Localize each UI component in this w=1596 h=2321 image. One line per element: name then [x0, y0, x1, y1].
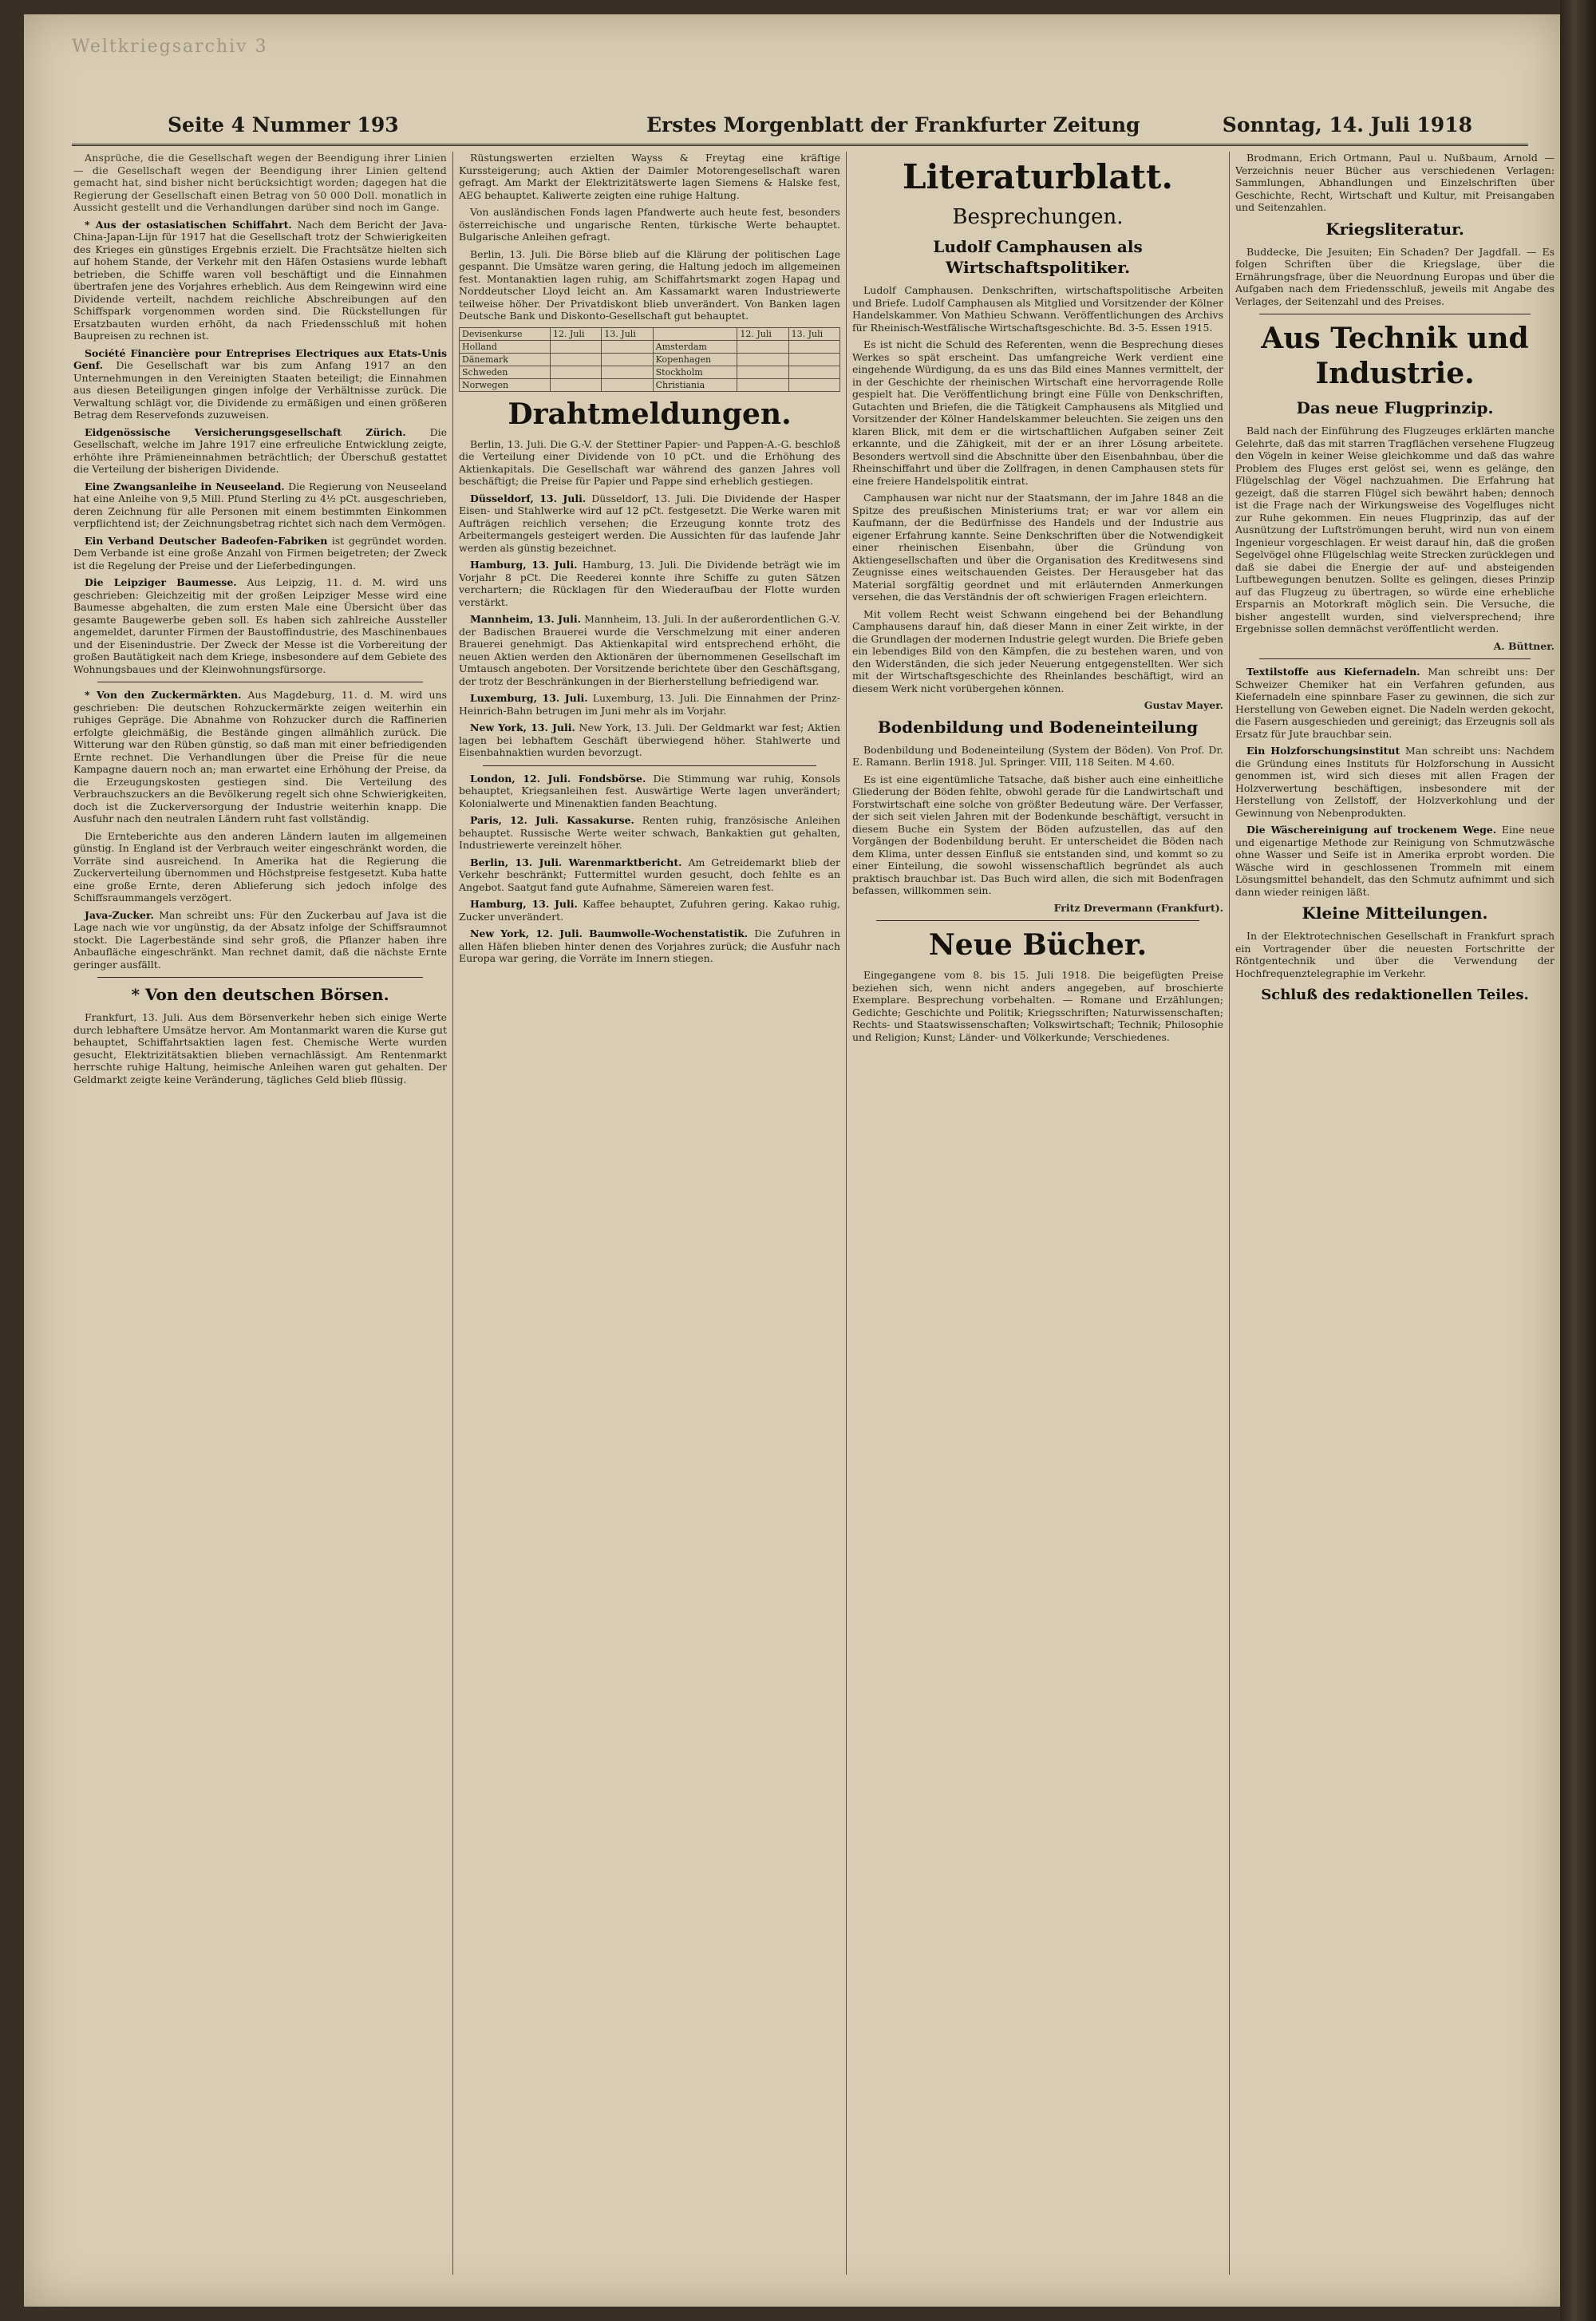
article-paragraph: * Von den Zuckermärkten. Aus Magdeburg, 11. d. M. wird uns geschrieben: Die deutschen Rohzuckermärkte zeigen weiterhin ein ruhiges Gepräge. Die Abnahme von Rohzucker durch die Raffinerien erfolgte gleichmäßig, die Bestände gingen allmählich zurück. Die Witterung war den Rüben günstig, so daß man mit einer befriedigenden Ernte rechnet. Die Verhandlungen über die Preise für die neue Kampagne dauern noch an; man erwartet eine Erhöhung der Preise, da die Erzeugungskosten gestiegen sind. Die Verteilung des Verbrauchszuckers an die Bevölkerung regelt sich ohne Schwierigkeiten, doch ist die Zuckerversorgung der Industrie weiterhin knapp. Die Ausfuhr nach den neutralen Ländern ruht fast vollständig. [73, 689, 447, 824]
table-cell: Stockholm [653, 366, 737, 378]
article-paragraph: Es ist nicht die Schuld des Referenten, wenn die Besprechung dieses Werkes so spät erscheint. Das umfangreiche Werk verdient eine eingehende Würdigung, da es uns das Bild eines Mannes vermittelt, der in der Geschichte der rheinischen Wirtschaft eine hervorragende Rolle gespielt hat. Die Veröffentlichung bringt eine Fülle von Denkschriften, Gutachten und Briefen, die die Tätigkeit Camphausens als Mitglied und Vorsitzender der Kölner Handelskammer beleuchten. Sie zeigen uns den klaren Blick, mit dem er die wirtschaftlichen Aufgaben seiner Zeit erkannte, und die Zähigkeit, mit der er an ihrer Lösung arbeitete. Besonders wertvoll sind die Abschnitte über den Eisenbahnbau, über die Rheinschiffahrt und über die Zollfragen, in denen Camphausen stets für eine freiere Handelspolitik eintrat. [852, 338, 1223, 487]
article-heading: New York, 13. Juli. [470, 722, 575, 733]
article-heading: Luxemburg, 13. Juli. [470, 692, 588, 704]
review-signature: Gustav Mayer. [1144, 699, 1223, 711]
table-cell [788, 366, 839, 378]
book-citation: Ludolf Camphausen. Denkschriften, wirtschaftspolitische Arbeiten und Briefe. Ludolf Camphausen als Mitglied und Vorsitzender der Kölner Handelskammer. Von Mathieu Schwann. Veröffentlichungen des Archivs für Rheinisch-Westfälische Wirtschaftsgeschichte. Bd. 3-5. Essen 1915. [852, 284, 1223, 334]
section-divider [1259, 658, 1531, 659]
section-heading: Kleine Mitteilungen. [1302, 903, 1488, 923]
article-paragraph: Bald nach der Einführung des Flugzeuges erklärten manche Gelehrte, daß das mit starren Tragflächen versehene Flugzeug den Vögeln in keiner Weise gleichkomme und daß das wahre Problem des Fluges erst gelöst sei, wenn es gelänge, den Flügelschlag der Vögel nachzuahmen. Die Erfahrung hat gezeigt, daß die starren Flügel sich bewährt haben; dennoch ist die Frage nach der Wirkungsweise des Vogelfluges nicht zur Ruhe gekommen. Ein neues Flugprinzip, das auf der Ausnützung der Luftströmungen beruht, wird nun von einem Ingenieur vorgeschlagen. Er weist darauf hin, daß die großen Segelvögel ohne Flügelschlag weite Strecken zurücklegen und daß sie dabei die Energie der auf- und absteigenden Luftbewegungen benutzen. Sollte es gelingen, dieses Prinzip auf das Flugzeug zu übertragen, so würde eine erhebliche Ersparnis an Motorkraft möglich sein. Die Versuche, die bisher angestellt wurden, sind vielversprechend; ihre Ergebnisse sollen demnächst veröffentlicht werden. [1235, 425, 1555, 635]
article-paragraph: Es ist eine eigentümliche Tatsache, daß bisher auch eine einheitliche Gliederung der Böden fehlte, obwohl gerade für die Landwirtschaft und Forstwirtschaft eine solche von größter Bedeutung wäre. Der Verfasser, der sich seit vielen Jahren mit der Bodenkunde beschäftigt, versucht in diesem Buche ein System der Böden aufzustellen, das auf den Vorgängen der Bodenbildung beruht. Er unterscheidet die Böden nach dem Klima, unter dessen Einfluß sie entstanden sind, und kommt so zu einer Einteilung, die sowohl wissenschaftlich begründet als auch praktisch brauchbar ist. Das Buch wird allen, die sich mit Bodenfragen befassen, willkommen sein. [852, 773, 1223, 896]
reviews-subtitle: Besprechungen. [952, 205, 1124, 229]
article-paragraph: Von ausländischen Fonds lagen Pfandwerte auch heute fest, besonders österreichische und ungarische Renten, türkische Werte behauptet. Bulgarische Anleihen gefragt. [459, 206, 840, 243]
table-header-cell [653, 327, 737, 340]
table-header-cell: Devisenkurse [460, 327, 551, 340]
article-paragraph: Java-Zucker. Man schreibt uns: Für den Zuckerbau auf Java ist die Lage nach wie vor ungünstig, da der Absatz infolge der Schiffsraumnot stockt. Die Lagerbestände sind sehr groß, die Pflanzer haben ihre Anbaufläche eingeschränkt. Man rechnet damit, daß die nächste Ernte geringer ausfällt. [73, 908, 447, 971]
article-paragraph: Camphausen war nicht nur der Staatsmann, der im Jahre 1848 an die Spitze des preußischen Ministeriums trat; er war vor allem ein Kaufmann, der die Bedürfnisse des Handels und der Industrie aus eigener Erfahrung kannte. Seine Denkschriften über die Notwendigkeit einer rheinischen Eisenbahn, über die Gründung von Aktiengesellschaften und über die Organisation des Kreditwesens sind Zeugnisse eines weitschauenden Geistes. Der Herausgeber hat das Material sorgfältig geordnet und mit erläuternden Anmerkungen versehen, die das Verständnis der oft schwierigen Fragen erleichtern. [852, 492, 1223, 603]
table-row [460, 353, 840, 366]
article-paragraph: Textilstoffe aus Kiefernadeln. Man schreibt uns: Der Schweizer Chemiker hat ein Verfahren gefunden, aus Kiefernadeln eine spinnbare Faser zu gewinnen, die sich zur Herstellung von Geweben eignet. Die Nadeln werden gekocht, die Fasern ausgeschieden und gereinigt; das Erzeugnis soll als Ersatz für Jute brauchbar sein. [1235, 666, 1555, 740]
section-divider [483, 765, 816, 766]
article-heading: Ludolf Camphausen als Wirtschaftspolitiker. [933, 237, 1143, 277]
article-heading: Java-Zucker. [85, 908, 154, 921]
article-paragraph: Hamburg, 13. Juli. Hamburg, 13. Juli. Die Dividende beträgt wie im Vorjahr 8 pCt. Die Reederei konnte ihre Schiffe zu guten Sätzen verchartern; die Rücklagen für den Wiederaufbau der Flotte wurden verstärkt. [459, 559, 840, 608]
article-heading: Eine Zwangsanleihe in Neuseeland. [85, 480, 285, 492]
table-cell [737, 366, 788, 378]
article-heading: Die Leipziger Baumesse. [85, 576, 237, 588]
table-cell [788, 353, 839, 366]
table-cell [551, 366, 602, 378]
article-paragraph: * Aus der ostasiatischen Schiffahrt. Nach dem Bericht der Java-China-Japan-Lijn für 1917 hat die Gesellschaft trotz der Schwierigkeiten des Krieges ein günstiges Ergebnis erzielt. Die Frachtsätze hielten sich auf hohem Stande, der Verkehr mit den Häfen Ostasiens wurde lebhaft betrieben, die Schiffe waren voll beschäftigt und die Einnahmen übertrafen jene des Vorjahres erheblich. Aus dem Reingewinn wird eine Dividende verteilt, nachdem reichliche Abschreibungen auf den Schiffspark vorgenommen worden sind. Die Rückstellungen für Ersatzbauten wurden erhöht, da nach Friedensschluß mit hohen Baupreisen zu rechnen ist. [73, 218, 447, 342]
table-header-cell: 12. Juli [737, 327, 788, 340]
column-rule [452, 152, 453, 2275]
article-paragraph: Berlin, 13. Juli. Die G.-V. der Stettiner Papier- und Pappen-A.-G. beschloß die Verteilung einer Dividende von 10 pCt. und die Erhöhung des Aktienkapitals. Die Gesellschaft war während des ganzen Jahres voll beschäftigt; die Preise für Papier und Pappe sind erheblich gestiegen. [459, 437, 840, 487]
article-signature: A. Büttner. [1493, 639, 1555, 652]
article-paragraph: Ansprüche, die die Gesellschaft wegen der Beendigung ihrer Linien — die Gesellschaft wegen der Beendigung ihrer Linien geltend gemacht hat, sind bisher nicht berücksichtigt worden; dagegen hat die Regierung der Gesellschaft einen Betrag von 50 000 Doll. monatlich in Aussicht gestellt und die Verhandlungen darüber sind noch im Gange. [73, 152, 447, 213]
article-heading: Paris, 12. Juli. Kassakurse. [470, 814, 634, 826]
article-paragraph: Luxemburg, 13. Juli. Luxemburg, 13. Juli. Die Einnahmen der Prinz-Heinrich-Bahn betrugen im Juni mehr als im Vorjahr. [459, 692, 840, 717]
table-cell: Norwegen [460, 378, 551, 391]
column-markets [459, 152, 840, 2283]
section-heading: Aus Technik und Industrie. [1261, 322, 1529, 390]
table-cell [602, 353, 653, 366]
table-cell [602, 378, 653, 391]
article-paragraph: New York, 12. Juli. Baumwolle-Wochenstatistik. Die Zufuhren in allen Häfen blieben hinter denen des Vorjahres zurück; die Ausfuhr nach Europa war gering, die Vorräte im Innern stiegen. [459, 927, 840, 964]
article-heading: Ein Holzforschungsinstitut [1246, 745, 1400, 757]
column-economy [73, 152, 447, 2283]
table-cell [737, 353, 788, 366]
article-paragraph: Paris, 12. Juli. Kassakurse. Renten ruhig, französische Anleihen behauptet. Russische Werte weiter schwach, Bankaktien gut gehalten, Industriewerte vereinzelt höher. [459, 814, 840, 851]
article-heading: Ein Verband Deutscher Badeofen-Fabriken [85, 534, 328, 547]
exchange-rates-table [459, 327, 840, 392]
article-heading: Berlin, 13. Juli. Warenmarktbericht. [470, 856, 682, 868]
section-heading: Drahtmeldungen. [508, 397, 792, 431]
article-heading: Hamburg, 13. Juli. [470, 898, 578, 910]
literature-title: Literaturblatt. [903, 157, 1173, 196]
newspaper-page [24, 14, 1560, 2307]
book-citation: Bodenbildung und Bodeneinteilung (System der Böden). Von Prof. Dr. E. Ramann. Berlin 1918. Jul. Springer. VIII, 118 Seiten. M 4.60. [852, 743, 1223, 768]
table-cell: Kopenhagen [653, 353, 737, 366]
article-paragraph: Société Financière pour Entreprises Electriques aux Etats-Unis Genf. Die Gesellschaft war bis zum Anfang 1917 an den Unternehmungen in den Vereinigten Staaten beteiligt; die Einnahmen aus diesen Beteiligungen gingen infolge der Verhältnisse zurück. Die Verwaltung schlägt vor, die Dividende zu ermäßigen und einen größeren Betrag dem Reservefonds zuzuweisen. [73, 346, 447, 421]
table-header-cell: 12. Juli [551, 327, 602, 340]
article-heading: Eidgenössische Versicherungsgesellschaft Zürich. [85, 425, 406, 438]
review-signature: Fritz Drevermann (Frankfurt). [1053, 901, 1223, 914]
table-cell [737, 378, 788, 391]
table-cell [602, 340, 653, 353]
section-divider [876, 920, 1199, 921]
binding-edge [1560, 0, 1596, 2321]
article-paragraph: Die Leipziger Baumesse. Aus Leipzig, 11. d. M. wird uns geschrieben: Gleichzeitig mit der großen Leipziger Messe wird eine Baumesse abgehalten, die zum ersten Male eine Übersicht über das gesamte Baugewerbe geben soll. Es haben sich zahlreiche Aussteller angemeldet, darunter Firmen der Baustoffindustrie, des Maschinenbaues und der Eisenindustrie. Der Zweck der Messe ist die Vorbereitung der großen Bautätigkeit nach dem Kriege, insbesondere auf dem Gebiete des Wohnungsbaues und der Kleinwohnungsfürsorge. [73, 576, 447, 675]
issue-date: Sonntag, 14. Juli 1918 [1222, 113, 1472, 136]
column-technology [1235, 152, 1555, 2283]
article-heading: * Aus der ostasiatischen Schiffahrt. [85, 218, 292, 231]
table-row [460, 378, 840, 391]
table-row [460, 366, 840, 378]
article-heading: New York, 12. Juli. Baumwolle-Wochenstatistik. [470, 927, 749, 939]
article-heading: Mannheim, 13. Juli. [470, 613, 582, 625]
table-cell: Dänemark [460, 353, 551, 366]
article-paragraph: Rüstungswerten erzielten Wayss & Freytag eine kräftige Kurssteigerung; auch Aktien der Daimler Motorengesellschaft waren gefragt. Am Markt der Elektrizitätswerte lagen Siemens & Halske fest, AEG behauptet. Kaliwerte zeigten eine ruhige Haltung. [459, 152, 840, 201]
table-header-cell: 13. Juli [788, 327, 839, 340]
article-heading: Bodenbildung und Bodeneinteilung [877, 717, 1199, 737]
table-header-row [460, 327, 840, 340]
article-paragraph: Die Ernteberichte aus den anderen Ländern lauten im allgemeinen günstig. In England ist der Verbrauch weiter eingeschränkt worden, die Vorräte sind ausreichend. In Amerika hat die Regierung die Zuckerverteilung übernommen und Höchstpreise festgesetzt. Kuba hatte eine große Ernte, deren Ablieferung sich jedoch infolge des Schiffsraummangels verzögert. [73, 829, 447, 903]
column-literature [852, 152, 1223, 2283]
article-paragraph: Ein Verband Deutscher Badeofen-Fabriken ist gegründet worden. Dem Verbande ist eine große Anzahl von Firmen beigetreten; der Zweck ist die Regelung der Preise und der Lieferbedingungen. [73, 534, 447, 571]
article-paragraph: In der Elektrotechnischen Gesellschaft in Frankfurt sprach ein Vortragender über die neuesten Fortschritte der Röntgentechnik und über die Verwendung der Hochfrequenztelegraphie im Verkehr. [1235, 930, 1555, 979]
article-paragraph: Eingegangene vom 8. bis 15. Juli 1918. Die beigefügten Preise beziehen sich, wenn nicht anders angegeben, auf broschierte Exemplare. Besprechung vorbehalten. — Romane und Erzählungen; Gedichte; Geschichte und Politik; Kriegsschriften; Naturwissenschaften; Rechts- und Staatswissenschaften; Volkswirtschaft; Technik; Philosophie und Religion; Kunst; Länder- und Völkerkunde; Verschiedenes. [852, 969, 1223, 1043]
article-paragraph: Hamburg, 13. Juli. Kaffee behauptet, Zufuhren gering. Kakao ruhig, Zucker unverändert. [459, 898, 840, 923]
article-heading: Textilstoffe aus Kiefernadeln. [1246, 666, 1420, 678]
table-cell [551, 378, 602, 391]
table-cell [737, 340, 788, 353]
article-paragraph: Buddecke, Die Jesuiten; Ein Schaden? Der Jagdfall. — Es folgen Schriften über die Kriegslage, über die Ernährungsfrage, über die Neuordnung Europas und über die Aufgaben nach dem Friedensschluß, jeweils mit Angabe des Verlages, der Seitenzahl und des Preises. [1235, 245, 1555, 307]
article-paragraph: Eine Zwangsanleihe in Neuseeland. Die Regierung von Neuseeland hat eine Anleihe von 9,5 Mill. Pfund Sterling zu 4½ pCt. ausgeschrieben, deren Zeichnung für alle Personen mit einem bestimmten Einkommen verpflichtend ist; der Zeichnungsbetrag richtet sich nach dem Vermögen. [73, 480, 447, 529]
column-rule [846, 152, 847, 2275]
page-number: Seite 4 Nummer 193 [168, 113, 399, 136]
archive-stamp: Weltkriegsarchiv 3 [72, 37, 268, 57]
editorial-end-note: Schluß des redaktionellen Teiles. [1261, 987, 1529, 1003]
article-paragraph: Mit vollem Recht weist Schwann eingehend bei der Behandlung Camphausens darauf hin, daß dieser Mann in einer Zeit wirkte, in der die Grundlagen der modernen Industrie gelegt wurden. Die Briefe geben ein lebendiges Bild von den Kämpfen, die zu bestehen waren, und von den Widerständen, die sich jeder Neuerung entgegenstellten. Wer sich mit der Wirtschaftsgeschichte des Rheinlandes beschäftigt, wird an diesem Werk nicht vorübergehen können. [852, 607, 1223, 694]
table-cell [551, 340, 602, 353]
table-cell: Holland [460, 340, 551, 353]
section-heading: * Von den deutschen Börsen. [131, 985, 389, 1004]
article-heading: Société Financière pour Entreprises Electriques aux Etats-Unis Genf. [73, 346, 447, 371]
table-cell [602, 366, 653, 378]
article-heading: * Von den Zuckermärkten. [85, 689, 242, 701]
article-paragraph: New York, 13. Juli. New York, 13. Juli. Der Geldmarkt war fest; Aktien lagen bei lebhaftem Geschäft überwiegend höher. Stahlwerte und Eisenbahnaktien wurden bevorzugt. [459, 722, 840, 758]
table-cell [551, 353, 602, 366]
newspaper-title: Erstes Morgenblatt der Frankfurter Zeitung [646, 113, 1140, 136]
article-paragraph: Mannheim, 13. Juli. Mannheim, 13. Juli. In der außerordentlichen G.-V. der Badischen Brauerei wurde die Verschmelzung mit einer anderen Brauerei genehmigt. Das Aktienkapital wird entsprechend erhöht, die neuen Aktien werden den Aktionären der übernommenen Gesellschaft im Umtausch angeboten. Der Vorsitzende berichtete über den Geschäftsgang, der trotz der Beschränkungen in der Bierherstellung befriedigend war. [459, 613, 840, 687]
masthead [72, 109, 1528, 146]
article-heading: Düsseldorf, 13. Juli. [470, 492, 587, 504]
article-paragraph: London, 12. Juli. Fondsbörse. Die Stimmung war ruhig, Konsols behauptet, Kriegsanleihen fest. Auswärtige Werte lagen unverändert; Kolonialwerte und Minenaktien fanden Beachtung. [459, 772, 840, 809]
article-paragraph: Berlin, 13. Juli. Die Börse blieb auf die Klärung der politischen Lage gespannt. Die Umsätze waren gering, die Haltung jedoch im allgemeinen fest. Montanaktien lagen ruhig, am Schiffahrtsmarkt zogen Hapag und Norddeutscher Lloyd leicht an. Am Kassamarkt waren Industriewerte teilweise höher. Der Privatdiskont blieb unverändert. Von Banken lagen Deutsche Bank und Diskonto-Gesellschaft gut behauptet. [459, 247, 840, 322]
article-heading: Das neue Flugprinzip. [1296, 398, 1494, 417]
article-heading: Hamburg, 13. Juli. [470, 559, 578, 571]
article-paragraph: Die Wäschereinigung auf trockenem Wege. Eine neue und eigenartige Methode zur Reinigung von Schmutzwäsche ohne Wasser und Seife ist in Amerika erprobt worden. Die Wäsche wird in geschlossenen Trommeln mit einem Lösungsmittel behandelt, das den Schmutz aufnimmt und sich dann wieder reinigen läßt. [1235, 824, 1555, 898]
article-heading: London, 12. Juli. Fondsbörse. [470, 772, 646, 785]
article-paragraph: Ein Holzforschungsinstitut Man schreibt uns: Nachdem die Gründung eines Instituts für Holzforschung in Aussicht genommen ist, wird sich dieses mit allen Fragen der Holzverwertung beschäftigen, insbesondere mit der Herstellung von Zellstoff, der Holzverkohlung und der Gewinnung von Nebenprodukten. [1235, 745, 1555, 819]
table-header-cell: 13. Juli [602, 327, 653, 340]
article-paragraph: Frankfurt, 13. Juli. Aus dem Börsenverkehr heben sich einige Werte durch lebhaftere Umsätze hervor. Am Montanmarkt waren die Kurse gut behauptet, Schiffahrtsaktien lagen fest. Chemische Werte wurden gesucht, Elektrizitätsaktien blieben vernachlässigt. Am Rentenmarkt herrschte ruhige Haltung, heimische Anleihen waren gut gehalten. Der Geldmarkt zeigte keine Veränderung, tägliches Geld blieb flüssig. [73, 1011, 447, 1085]
table-cell: Christiania [653, 378, 737, 391]
column-rule [1229, 152, 1230, 2275]
article-paragraph: Brodmann, Erich Ortmann, Paul u. Nußbaum, Arnold — Verzeichnis neuer Bücher aus verschiedenen Verlagen: Sammlungen, Abhandlungen und Einzelschriften über Geschichte, Recht, Wirtschaft und Kultur, mit Preisangaben und Seitenzahlen. [1235, 152, 1555, 213]
table-cell: Amsterdam [653, 340, 737, 353]
section-heading: Kriegsliteratur. [1325, 219, 1464, 239]
section-heading: Neue Bücher. [928, 928, 1148, 962]
article-paragraph: Düsseldorf, 13. Juli. Düsseldorf, 13. Juli. Die Dividende der Hasper Eisen- und Stahlwerke wird auf 12 pCt. festgesetzt. Die Werke waren mit Aufträgen reichlich versehen; die Erzeugung konnte trotz des Arbeitermangels gesteigert werden. Die Aussichten für das laufende Jahr werden als günstig bezeichnet. [459, 492, 840, 554]
table-cell [788, 340, 839, 353]
table-row [460, 340, 840, 353]
section-divider [97, 977, 423, 978]
article-heading: Die Wäschereinigung auf trockenem Wege. [1246, 824, 1497, 836]
article-paragraph: Eidgenössische Versicherungsgesellschaft Zürich. Die Gesellschaft, welche im Jahre 1917 eine erfreuliche Entwicklung zeigte, erhöhte ihre Prämieneinnahmen beträchtlich; der Überschuß gestattet die Verteilung der bisherigen Dividende. [73, 425, 447, 475]
article-paragraph: Berlin, 13. Juli. Warenmarktbericht. Am Getreidemarkt blieb der Verkehr beschränkt; Futtermittel wurden gesucht, doch fehlte es an Angebot. Saatgut fand gute Aufnahme, Sämereien waren fest. [459, 856, 840, 893]
table-cell [788, 378, 839, 391]
table-cell: Schweden [460, 366, 551, 378]
